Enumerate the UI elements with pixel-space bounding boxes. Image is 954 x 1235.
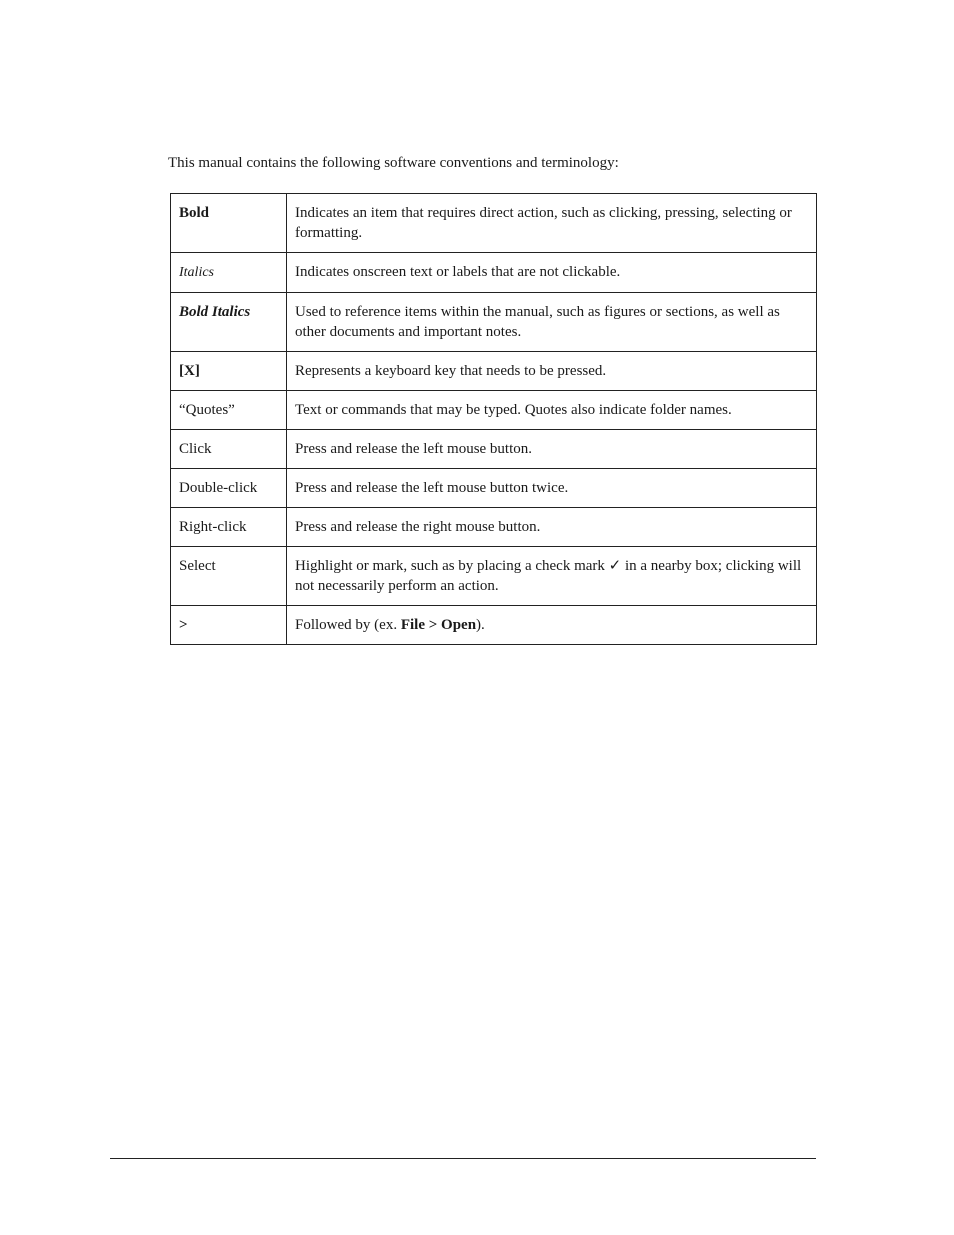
table-row <box>171 194 817 253</box>
term-cell: Click <box>171 430 287 469</box>
description-cell: Press and release the left mouse button. <box>287 430 817 469</box>
intro-text: This manual contains the following software conventions and terminology: <box>168 155 619 171</box>
table-row <box>171 508 817 547</box>
term-key: [X] <box>179 363 200 379</box>
table-row <box>171 469 817 508</box>
term-cell <box>171 293 287 352</box>
term-bold-italics: Bold Italics <box>179 304 251 320</box>
description-cell: Used to reference items within the manual, such as figures or sections, as well as other documents and important notes. <box>287 293 817 352</box>
table-row <box>171 547 817 606</box>
term-italics: Italics <box>179 265 214 280</box>
description-example: File > Open <box>400 617 477 633</box>
term-cell: “Quotes” <box>171 391 287 430</box>
description-cell <box>287 606 817 645</box>
conventions-table <box>170 193 817 645</box>
table-row <box>171 606 817 645</box>
term-bold: Bold <box>179 205 210 221</box>
description-suffix: ). <box>476 617 485 633</box>
table-row <box>171 293 817 352</box>
term-followed-by: > <box>179 617 188 633</box>
term-cell <box>171 194 287 253</box>
term-cell <box>171 253 287 293</box>
table-row <box>171 253 817 293</box>
term-cell: Right-click <box>171 508 287 547</box>
table-row <box>171 391 817 430</box>
table-row <box>171 430 817 469</box>
description-prefix: Followed by (ex. <box>295 617 401 633</box>
term-cell <box>171 606 287 645</box>
description-cell: Press and release the left mouse button twice. <box>287 469 817 508</box>
term-cell: Select <box>171 547 287 606</box>
description-cell: Represents a keyboard key that needs to be pressed. <box>287 352 817 391</box>
description-cell: Highlight or mark, such as by placing a check mark ✓ in a nearby box; clicking will not necessarily perform an action. <box>287 547 817 606</box>
description-cell: Press and release the right mouse button. <box>287 508 817 547</box>
description-cell: Indicates an item that requires direct action, such as clicking, pressing, selecting or formatting. <box>287 194 817 253</box>
table-row <box>171 352 817 391</box>
term-cell: Double-click <box>171 469 287 508</box>
description-cell: Indicates onscreen text or labels that are not clickable. <box>287 253 817 293</box>
footer-rule <box>110 1158 816 1159</box>
term-cell <box>171 352 287 391</box>
description-cell: Text or commands that may be typed. Quotes also indicate folder names. <box>287 391 817 430</box>
